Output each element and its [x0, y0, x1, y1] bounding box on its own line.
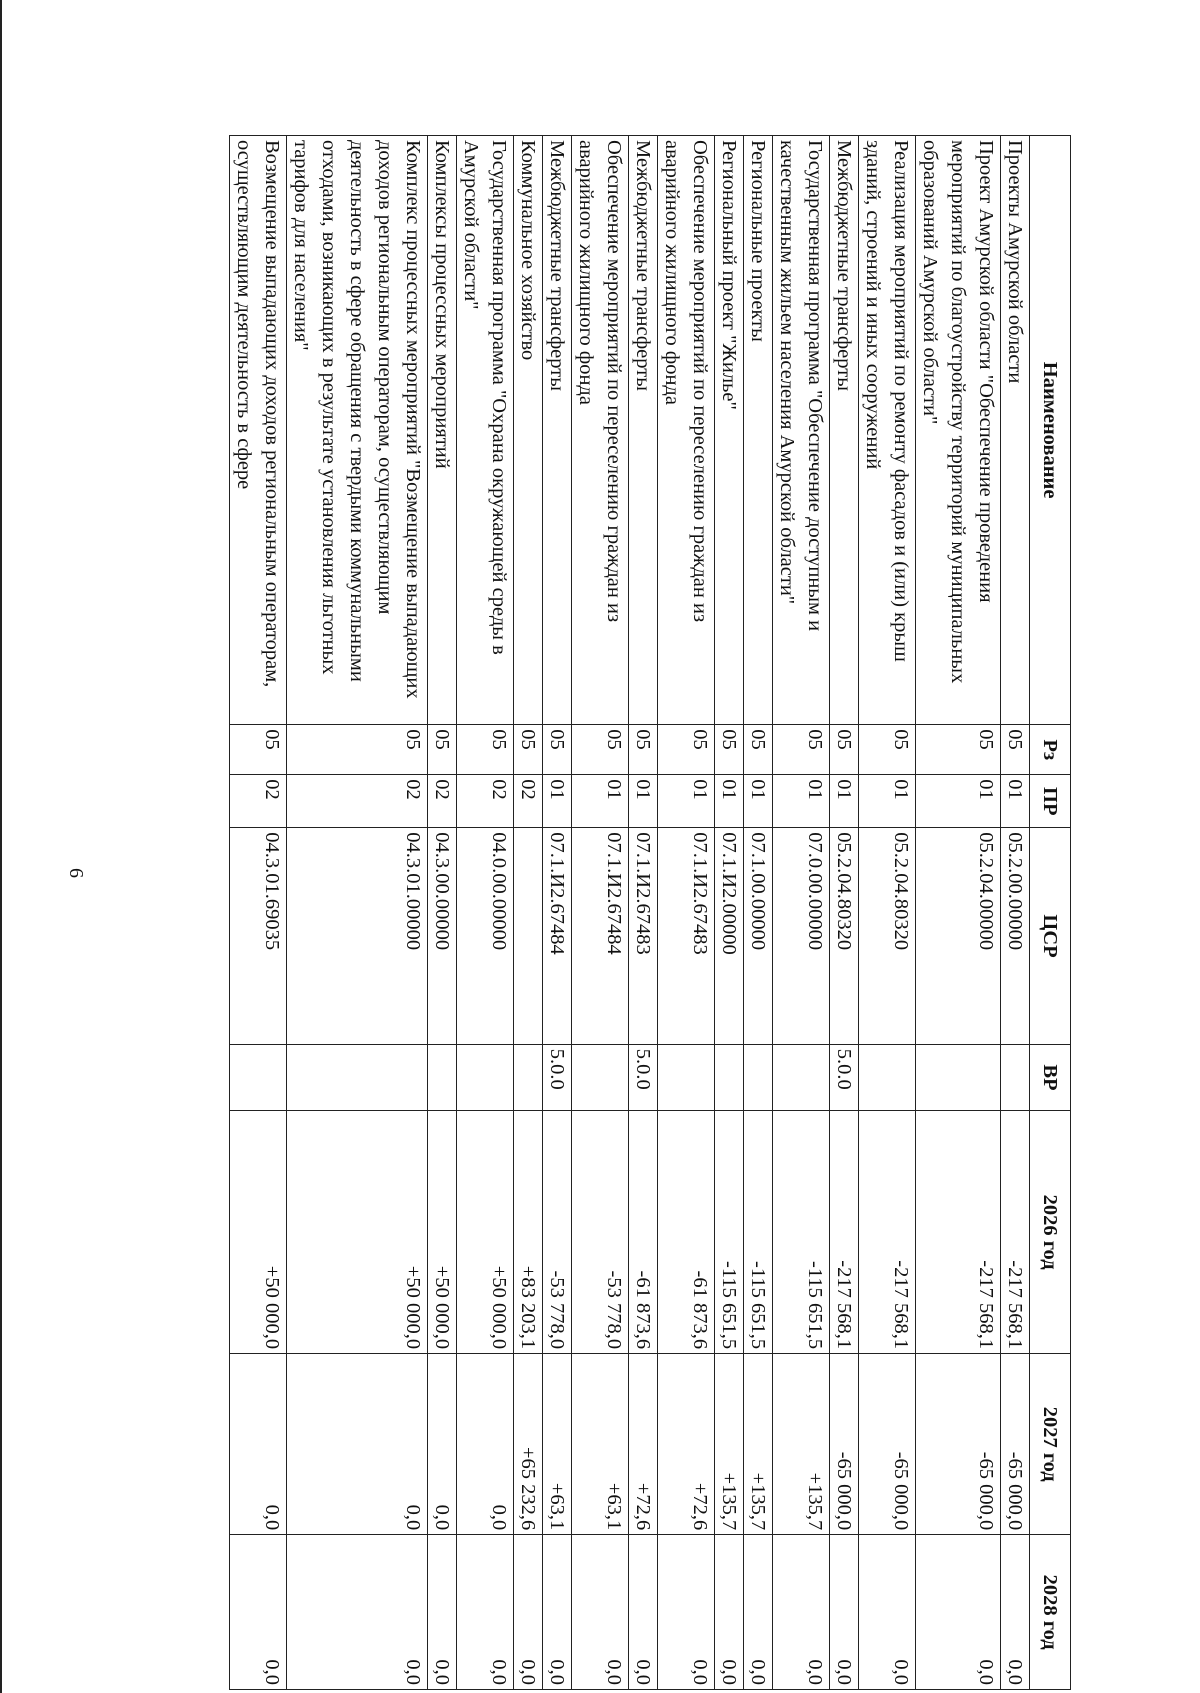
cell-name: Государственная программа "Обеспечение доступным и качественным жильем населения Амурской области" — [773, 136, 830, 725]
cell-name: Проекты Амурской области — [1001, 136, 1030, 725]
cell-y2026: +50 000,0 — [287, 1111, 428, 1354]
cell-vr — [428, 1044, 457, 1110]
table-row — [658, 136, 715, 1690]
cell-y2027: +72,6 — [658, 1354, 715, 1535]
cell-y2027: -65 000,0 — [1001, 1354, 1030, 1535]
page-number: 6 — [65, 868, 87, 878]
cell-y2028: 0,0 — [230, 1535, 287, 1690]
cell-y2026: -217 568,1 — [859, 1111, 916, 1354]
table-row — [514, 136, 543, 1690]
cell-y2028: 0,0 — [916, 1535, 1001, 1690]
cell-pr: 01 — [658, 775, 715, 828]
table-row — [744, 136, 773, 1690]
cell-rz: 05 — [1001, 725, 1030, 775]
cell-name: Обеспечение мероприятий по переселению граждан из аварийного жилищного фонда — [572, 136, 629, 725]
cell-y2027: 0,0 — [428, 1354, 457, 1535]
cell-y2028: 0,0 — [514, 1535, 543, 1690]
cell-rz: 05 — [715, 725, 744, 775]
cell-y2026: -115 651,5 — [715, 1111, 744, 1354]
cell-y2026: -53 778,0 — [572, 1111, 629, 1354]
cell-pr: 01 — [1001, 775, 1030, 828]
cell-pr: 01 — [773, 775, 830, 828]
cell-pr: 02 — [457, 775, 514, 828]
cell-csr: 04.3.00.00000 — [428, 828, 457, 1045]
cell-rz: 05 — [744, 725, 773, 775]
cell-y2028: 0,0 — [658, 1535, 715, 1690]
cell-pr: 02 — [287, 775, 428, 828]
table-row — [287, 136, 428, 1690]
cell-y2026: +83 203,1 — [514, 1111, 543, 1354]
cell-y2026: +50 000,0 — [230, 1111, 287, 1354]
cell-csr: 05.2.04.80320 — [859, 828, 916, 1045]
header-rz: Рз — [1030, 725, 1071, 775]
cell-y2026: -53 778,0 — [543, 1111, 572, 1354]
cell-y2026: +50 000,0 — [428, 1111, 457, 1354]
header-2026: 2026 год — [1030, 1111, 1071, 1354]
cell-y2028: 0,0 — [744, 1535, 773, 1690]
cell-rz: 05 — [773, 725, 830, 775]
cell-csr: 04.3.01.00000 — [287, 828, 428, 1045]
cell-y2027: +135,7 — [744, 1354, 773, 1535]
cell-y2026: -217 568,1 — [830, 1111, 859, 1354]
cell-y2028: 0,0 — [287, 1535, 428, 1690]
cell-y2027: +65 232,6 — [514, 1354, 543, 1535]
cell-vr — [287, 1044, 428, 1110]
cell-y2028: 0,0 — [859, 1535, 916, 1690]
cell-y2027: +63,1 — [572, 1354, 629, 1535]
cell-rz: 05 — [428, 725, 457, 775]
cell-y2027: -65 000,0 — [916, 1354, 1001, 1535]
cell-pr: 01 — [543, 775, 572, 828]
header-csr: ЦСР — [1030, 828, 1071, 1045]
cell-rz: 05 — [543, 725, 572, 775]
cell-vr — [916, 1044, 1001, 1110]
cell-name: Региональный проект "Жилье" — [715, 136, 744, 725]
cell-y2028: 0,0 — [1001, 1535, 1030, 1690]
cell-name: Региональные проекты — [744, 136, 773, 725]
cell-rz: 05 — [572, 725, 629, 775]
cell-y2028: 0,0 — [830, 1535, 859, 1690]
cell-vr — [715, 1044, 744, 1110]
cell-y2028: 0,0 — [629, 1535, 658, 1690]
cell-name: Межбюджетные трансферты — [629, 136, 658, 725]
cell-pr: 01 — [715, 775, 744, 828]
cell-name: Межбюджетные трансферты — [543, 136, 572, 725]
cell-y2026: -217 568,1 — [916, 1111, 1001, 1354]
cell-y2027: 0,0 — [457, 1354, 514, 1535]
cell-y2028: 0,0 — [543, 1535, 572, 1690]
table-body — [230, 136, 1030, 1690]
table-row — [1001, 136, 1030, 1690]
table-row — [543, 136, 572, 1690]
cell-name: Возмещение выпадающих доходов региональным операторам, осуществляющим деятельность в сфере — [230, 136, 287, 725]
cell-csr: 07.1.00.00000 — [744, 828, 773, 1045]
rotated-table-container — [229, 135, 1071, 1690]
table-row — [773, 136, 830, 1690]
cell-rz: 05 — [830, 725, 859, 775]
cell-pr: 02 — [230, 775, 287, 828]
cell-rz: 05 — [629, 725, 658, 775]
cell-rz: 05 — [230, 725, 287, 775]
cell-name: Коммунальное хозяйство — [514, 136, 543, 725]
table-row — [572, 136, 629, 1690]
cell-csr: 05.2.04.80320 — [830, 828, 859, 1045]
cell-name: Межбюджетные трансферты — [830, 136, 859, 725]
cell-vr — [514, 1044, 543, 1110]
cell-pr: 02 — [514, 775, 543, 828]
cell-name: Комплекс процессных мероприятий "Возмещение выпадающих доходов региональным операторам, осуществляющим деятельность в сфере обращения с твердыми коммунальными отходами, возникающих в результате установления льготных тарифов для населения" — [287, 136, 428, 725]
cell-pr: 01 — [629, 775, 658, 828]
cell-csr — [514, 828, 543, 1045]
cell-vr: 5.0.0 — [830, 1044, 859, 1110]
cell-vr: 5.0.0 — [543, 1044, 572, 1110]
cell-csr: 05.2.04.00000 — [916, 828, 1001, 1045]
cell-name: Проект Амурской области "Обеспечение проведения мероприятий по благоустройству территорий муниципальных образований Амурской области" — [916, 136, 1001, 725]
header-vr: ВР — [1030, 1044, 1071, 1110]
cell-csr: 07.1.И2.00000 — [715, 828, 744, 1045]
cell-pr: 02 — [428, 775, 457, 828]
cell-y2027: -65 000,0 — [830, 1354, 859, 1535]
cell-csr: 07.1.И2.67483 — [658, 828, 715, 1045]
table-header-row — [1030, 136, 1071, 1690]
table-row — [830, 136, 859, 1690]
cell-vr: 5.0.0 — [629, 1044, 658, 1110]
cell-y2026: -217 568,1 — [1001, 1111, 1030, 1354]
cell-rz: 05 — [287, 725, 428, 775]
cell-pr: 01 — [859, 775, 916, 828]
cell-vr — [859, 1044, 916, 1110]
table-row — [629, 136, 658, 1690]
cell-pr: 01 — [916, 775, 1001, 828]
cell-vr — [457, 1044, 514, 1110]
cell-y2028: 0,0 — [715, 1535, 744, 1690]
cell-rz: 05 — [658, 725, 715, 775]
cell-rz: 05 — [859, 725, 916, 775]
cell-y2027: +72,6 — [629, 1354, 658, 1535]
cell-y2027: 0,0 — [230, 1354, 287, 1535]
table-row — [859, 136, 916, 1690]
header-2028: 2028 год — [1030, 1535, 1071, 1690]
table-row — [916, 136, 1001, 1690]
cell-y2028: 0,0 — [428, 1535, 457, 1690]
cell-pr: 01 — [572, 775, 629, 828]
cell-y2027: +63,1 — [543, 1354, 572, 1535]
cell-y2027: +135,7 — [773, 1354, 830, 1535]
page-edge-line — [0, 0, 2, 1693]
cell-name: Комплексы процессных мероприятий — [428, 136, 457, 725]
cell-vr — [572, 1044, 629, 1110]
table-row — [428, 136, 457, 1690]
cell-y2026: -61 873,6 — [658, 1111, 715, 1354]
cell-name: Обеспечение мероприятий по переселению граждан из аварийного жилищного фонда — [658, 136, 715, 725]
cell-y2028: 0,0 — [572, 1535, 629, 1690]
cell-csr: 07.1.И2.67484 — [543, 828, 572, 1045]
cell-y2026: -115 651,5 — [773, 1111, 830, 1354]
cell-y2028: 0,0 — [773, 1535, 830, 1690]
cell-csr: 07.1.И2.67484 — [572, 828, 629, 1045]
header-pr: ПР — [1030, 775, 1071, 828]
cell-vr — [744, 1044, 773, 1110]
header-name: Наименование — [1030, 136, 1071, 725]
cell-csr: 07.0.00.00000 — [773, 828, 830, 1045]
cell-y2026: -61 873,6 — [629, 1111, 658, 1354]
cell-name: Государственная программа "Охрана окружающей среды в Амурской области" — [457, 136, 514, 725]
cell-y2028: 0,0 — [457, 1535, 514, 1690]
cell-y2027: +135,7 — [715, 1354, 744, 1535]
cell-vr — [1001, 1044, 1030, 1110]
cell-csr: 04.3.01.69035 — [230, 828, 287, 1045]
table-row — [715, 136, 744, 1690]
cell-y2027: 0,0 — [287, 1354, 428, 1535]
cell-rz: 05 — [457, 725, 514, 775]
cell-y2026: +50 000,0 — [457, 1111, 514, 1354]
cell-pr: 01 — [830, 775, 859, 828]
cell-pr: 01 — [744, 775, 773, 828]
cell-name: Реализация мероприятий по ремонту фасадов и (или) крыш зданий, строений и иных сооружений — [859, 136, 916, 725]
cell-csr: 07.1.И2.67483 — [629, 828, 658, 1045]
cell-vr — [230, 1044, 287, 1110]
cell-rz: 05 — [514, 725, 543, 775]
cell-y2027: -65 000,0 — [859, 1354, 916, 1535]
cell-csr: 05.2.00.00000 — [1001, 828, 1030, 1045]
cell-y2026: -115 651,5 — [744, 1111, 773, 1354]
table-row — [457, 136, 514, 1690]
cell-rz: 05 — [916, 725, 1001, 775]
header-2027: 2027 год — [1030, 1354, 1071, 1535]
table-row — [230, 136, 287, 1690]
cell-csr: 04.0.00.00000 — [457, 828, 514, 1045]
budget-table — [229, 135, 1071, 1690]
cell-vr — [658, 1044, 715, 1110]
cell-vr — [773, 1044, 830, 1110]
